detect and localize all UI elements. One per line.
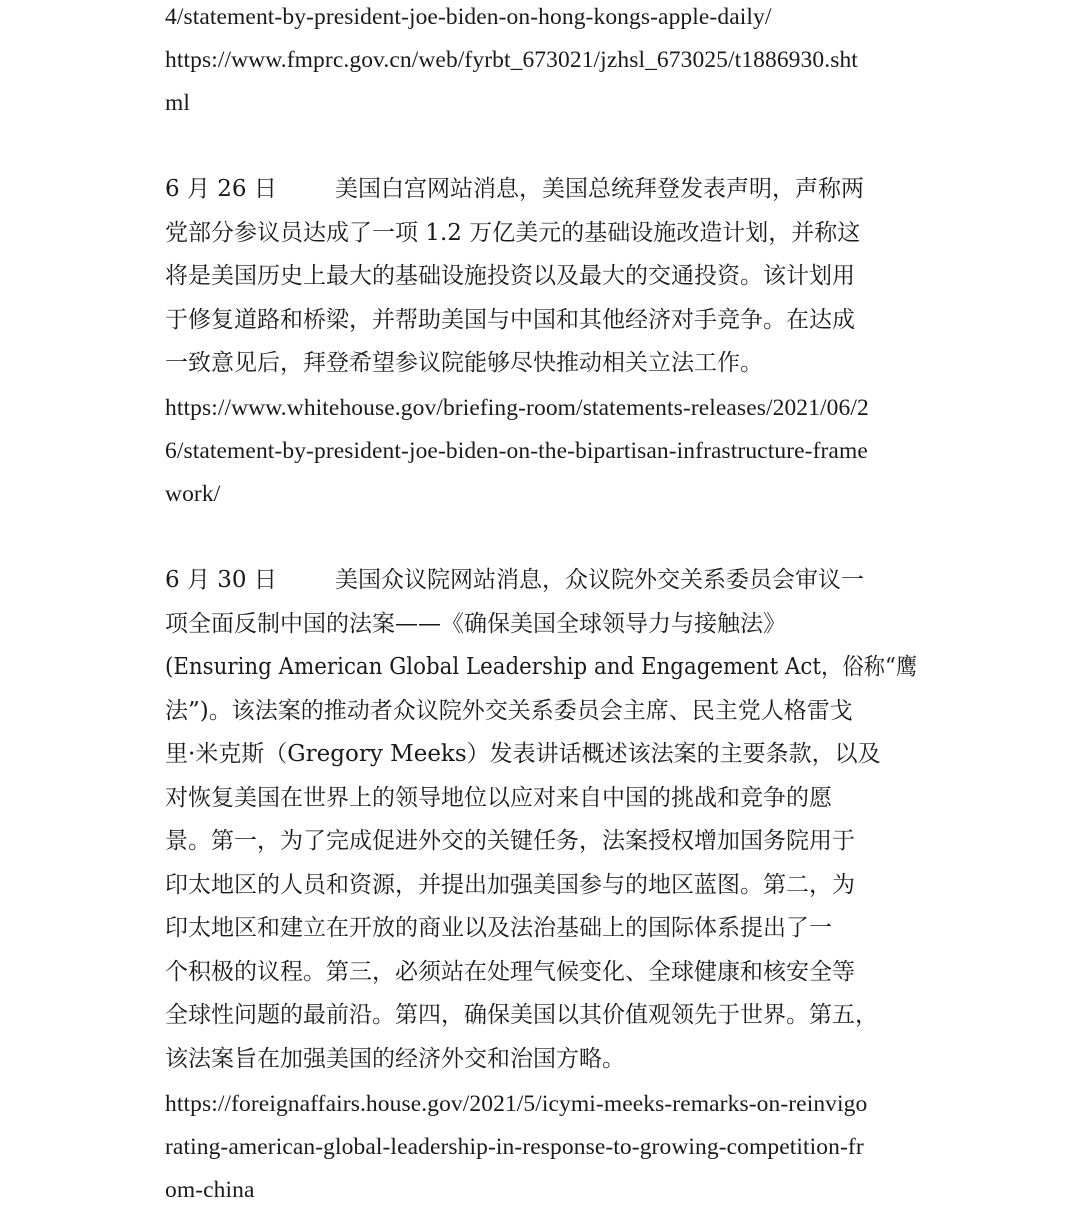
- entry-text-line: 将是美国历史上最大的基础设施投资以及最大的交通投资。该计划用: [165, 263, 855, 289]
- entry-text-line: 印太地区的人员和资源，并提出加强美国参与的地区蓝图。第二，为: [165, 872, 855, 898]
- entry-text-line: 个积极的议程。第三，必须站在处理气候变化、全球健康和核安全等: [165, 959, 855, 985]
- entry-text-line: 全球性问题的最前沿。第四，确保美国以其价值观领先于世界。第五，: [165, 1002, 878, 1028]
- entry-text-line: 项全面反制中国的法案——《确保美国全球领导力与接触法》: [165, 611, 786, 637]
- url-line: rating-american-global-leadership-in-response-to-growing-competition-fr: [165, 1134, 864, 1160]
- entry-text-line: (Ensuring American Global Leadership and Engagement Act，俗称“鹰: [165, 654, 918, 680]
- entry-text-line: 该法案旨在加强美国的经济外交和治国方略。: [165, 1046, 625, 1072]
- entry-text-line: 对恢复美国在世界上的领导地位以应对来自中国的挑战和竞争的愿: [165, 785, 832, 811]
- url-line: https://www.fmprc.gov.cn/web/fyrbt_673021/jzhsl_673025/t1886930.sht: [165, 47, 858, 73]
- url-line: work/: [165, 481, 221, 507]
- entry-text-line: 印太地区和建立在开放的商业以及法治基础上的国际体系提出了一: [165, 915, 832, 941]
- entry-text-line: 景。第一，为了完成促进外交的关键任务，法案授权增加国务院用于: [165, 828, 855, 854]
- entry-text-line: 美国白宫网站消息，美国总统拜登发表声明，声称两: [335, 176, 864, 202]
- entry-text-line: 法”)。该法案的推动者众议院外交关系委员会主席、民主党人格雷戈: [165, 698, 853, 724]
- entry-text-line: 美国众议院网站消息，众议院外交关系委员会审议一: [335, 567, 864, 593]
- url-line: om-china: [165, 1177, 255, 1203]
- entry-date: 6 月 30 日: [165, 567, 277, 593]
- entry-date: 6 月 26 日: [165, 176, 277, 202]
- url-line: 6/statement-by-president-joe-biden-on-the-bipartisan-infrastructure-frame: [165, 438, 868, 464]
- entry-first-line: [165, 174, 864, 204]
- entry-first-line: [165, 565, 864, 595]
- url-line: ml: [165, 90, 191, 116]
- entry-text-line: 一致意见后，拜登希望参议院能够尽快推动相关立法工作。: [165, 350, 763, 376]
- entry-text-line: 于修复道路和桥梁，并帮助美国与中国和其他经济对手竞争。在达成: [165, 307, 855, 333]
- entry-text-line: 党部分参议员达成了一项 1.2 万亿美元的基础设施改造计划，并称这: [165, 220, 861, 246]
- entry-text-line: 里·米克斯（Gregory Meeks）发表讲话概述该法案的主要条款，以及: [165, 741, 881, 767]
- url-line: https://www.whitehouse.gov/briefing-room/statements-releases/2021/06/2: [165, 395, 869, 421]
- url-line: 4/statement-by-president-joe-biden-on-hong-kongs-apple-daily/: [165, 4, 772, 30]
- url-line: https://foreignaffairs.house.gov/2021/5/icymi-meeks-remarks-on-reinvigo: [165, 1091, 868, 1117]
